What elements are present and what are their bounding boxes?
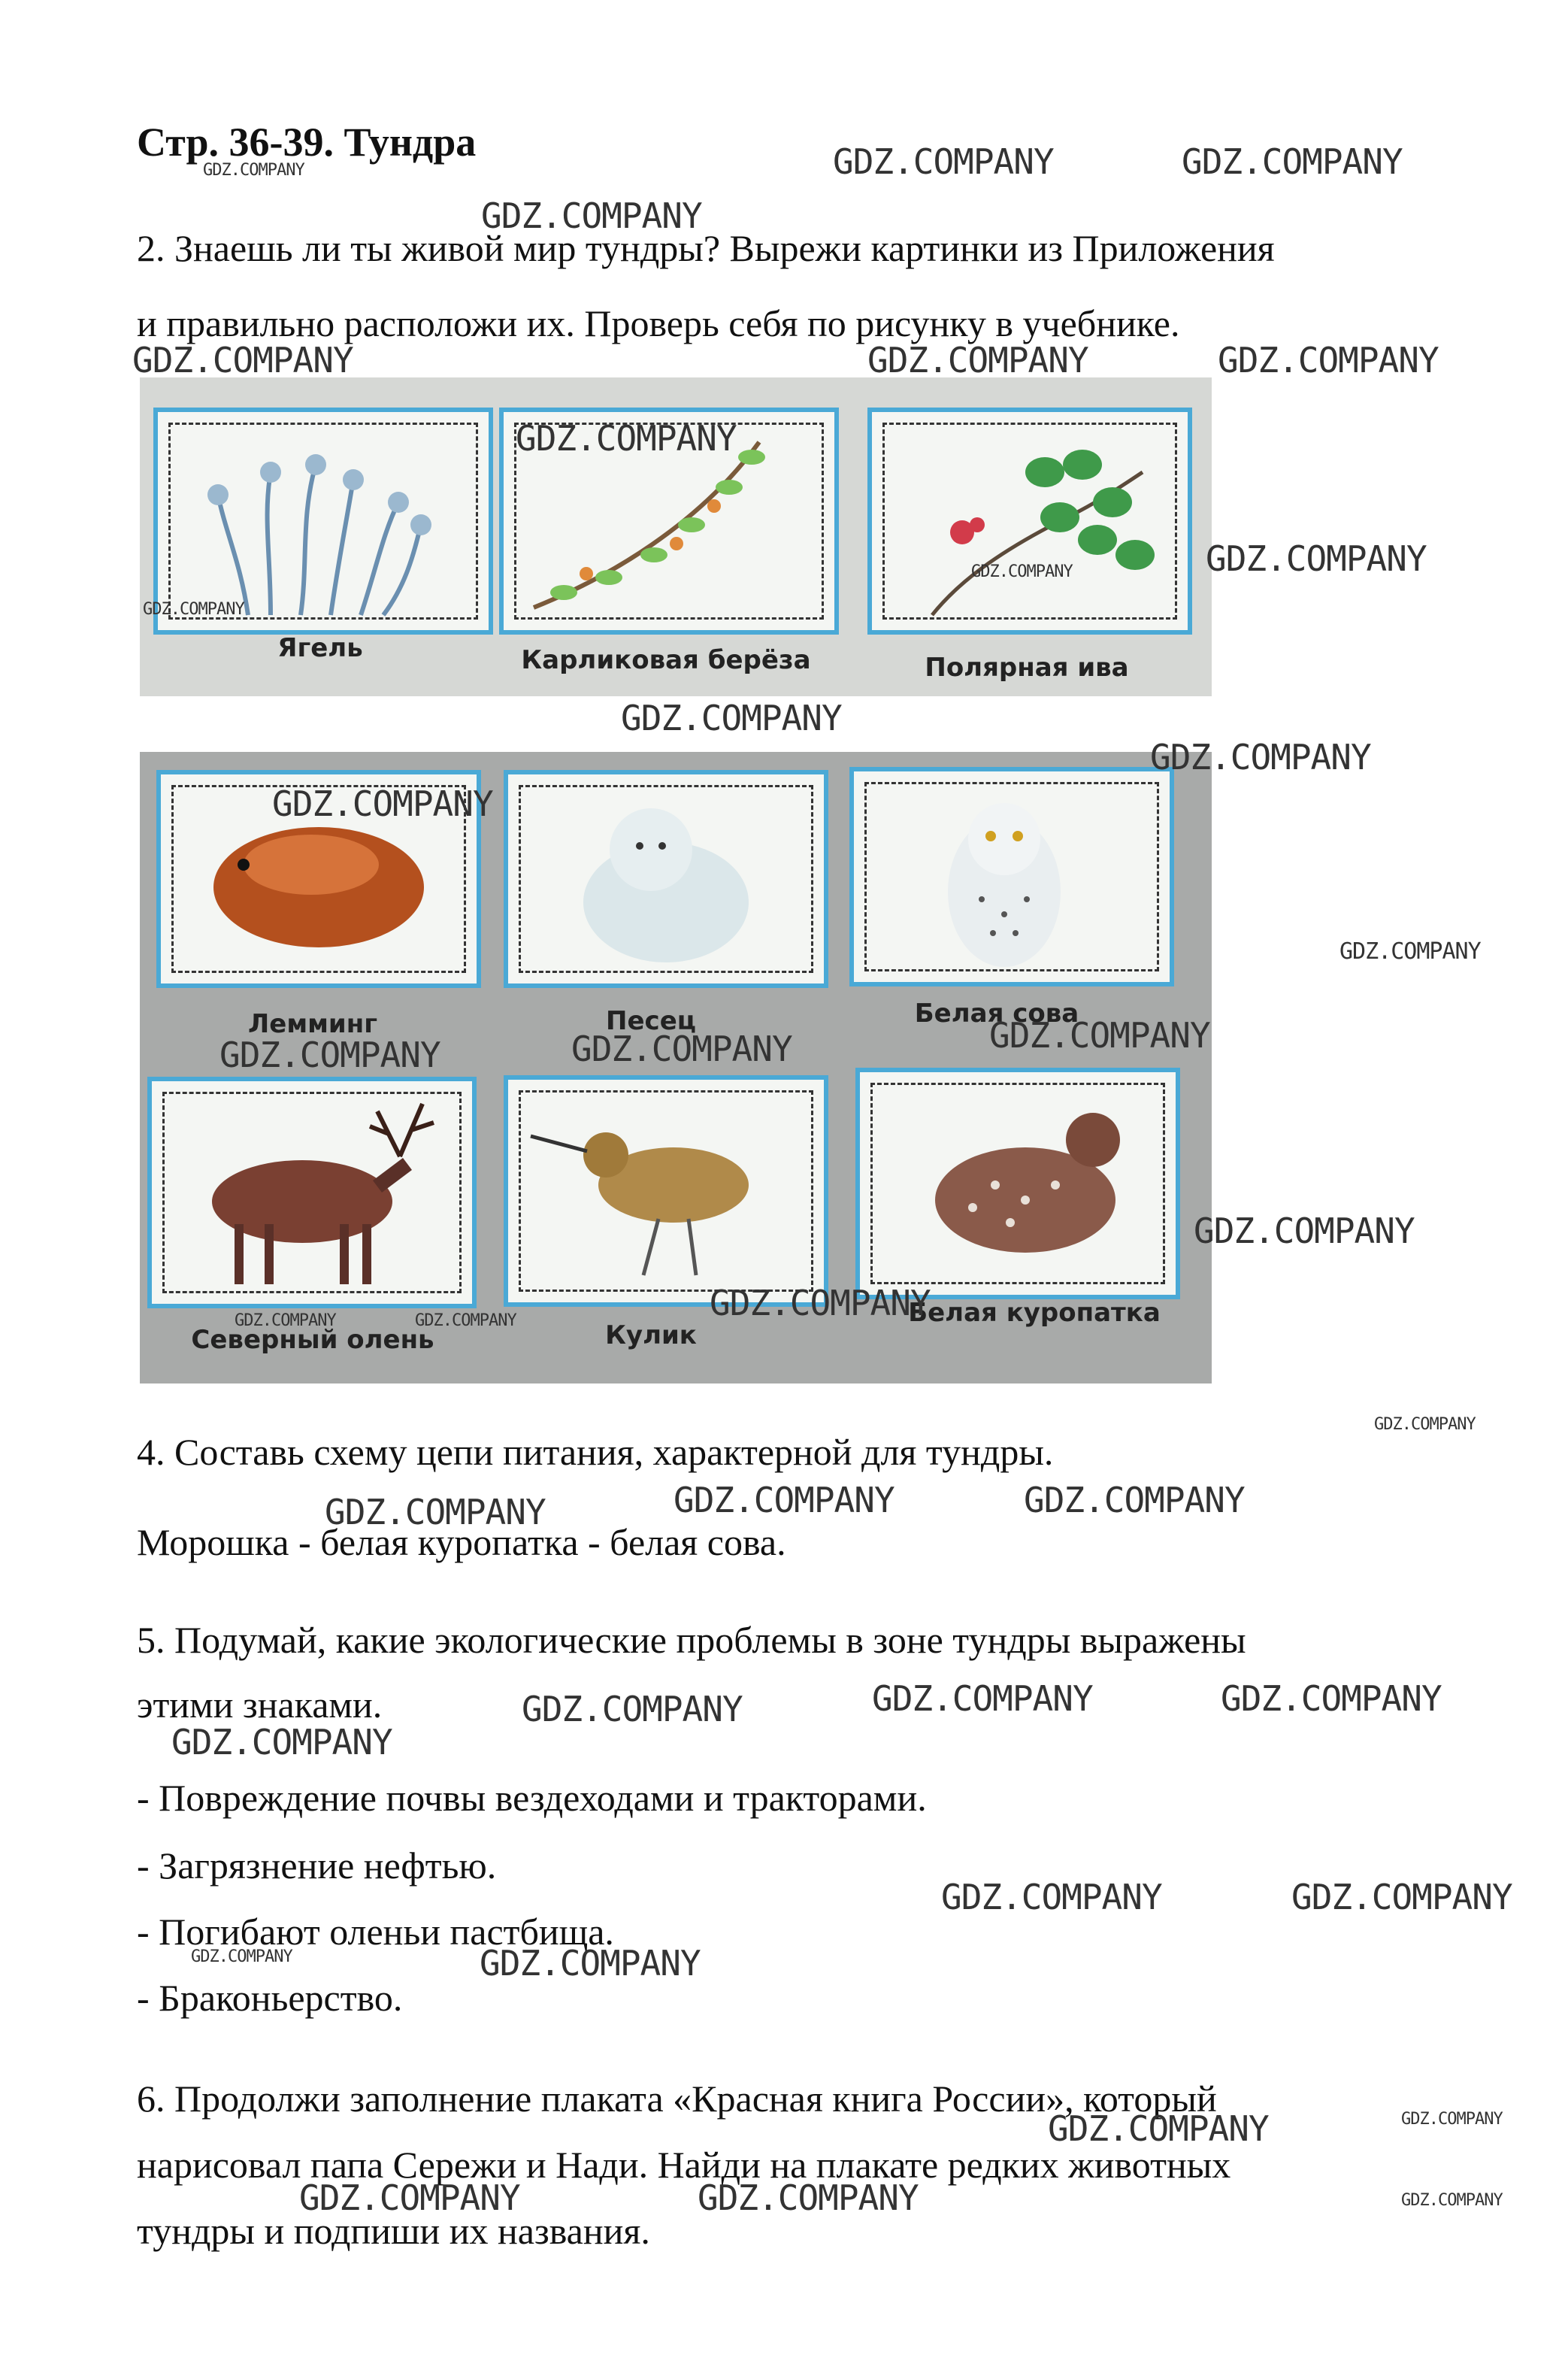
watermark: GDZ.COMPANY — [971, 562, 1073, 581]
caption-willow: Полярная ива — [925, 653, 1129, 683]
watermark: GDZ.COMPANY — [1048, 2108, 1269, 2149]
watermark: GDZ.COMPANY — [1374, 1415, 1476, 1434]
sandpiper-illustration — [508, 1080, 824, 1302]
caption-arctic-fox: Песец — [606, 1006, 696, 1036]
watermark: GDZ.COMPANY — [299, 2178, 520, 2218]
card-ptarmigan — [855, 1068, 1180, 1299]
watermark: GDZ.COMPANY — [989, 1015, 1210, 1056]
task5-line2: этими знаками. — [137, 1684, 383, 1726]
card-arctic-fox — [504, 770, 828, 988]
ptarmigan-illustration — [860, 1072, 1176, 1295]
watermark: GDZ.COMPANY — [710, 1283, 931, 1323]
watermark: GDZ.COMPANY — [1401, 2110, 1503, 2129]
watermark: GDZ.COMPANY — [1194, 1211, 1415, 1251]
watermark: GDZ.COMPANY — [1182, 141, 1403, 182]
watermark: GDZ.COMPANY — [833, 141, 1054, 182]
caption-lemming: Лемминг — [248, 1009, 377, 1039]
caption-birch: Карликовая берёза — [521, 645, 811, 675]
card-sandpiper — [504, 1075, 828, 1307]
caption-sandpiper: Кулик — [605, 1320, 697, 1350]
watermark: GDZ.COMPANY — [867, 340, 1088, 380]
watermark: GDZ.COMPANY — [872, 1678, 1093, 1719]
task6-line1: 6. Продолжи заполнение плаката «Красная книга России», который — [137, 2078, 1217, 2120]
task5-item-3: - Погибают оленьи пастбища. — [137, 1911, 614, 1953]
watermark: GDZ.COMPANY — [1401, 2191, 1503, 2210]
watermark: GDZ.COMPANY — [1024, 1480, 1245, 1520]
watermark: GDZ.COMPANY — [1206, 538, 1427, 579]
watermark: GDZ.COMPANY — [1221, 1678, 1442, 1719]
reindeer-illustration — [152, 1081, 472, 1304]
watermark: GDZ.COMPANY — [325, 1492, 546, 1532]
task5-line1: 5. Подумай, какие экологические проблемы в зоне тундры выражены — [137, 1619, 1246, 1661]
watermark: GDZ.COMPANY — [481, 195, 702, 236]
snowy-owl-illustration — [854, 771, 1170, 982]
card-snowy-owl — [849, 767, 1174, 986]
lichen-illustration — [158, 412, 489, 630]
watermark: GDZ.COMPANY — [219, 1035, 440, 1075]
watermark: GDZ.COMPANY — [1291, 1877, 1512, 1917]
watermark: GDZ.COMPANY — [1339, 938, 1481, 965]
arctic-fox-illustration — [508, 774, 824, 983]
task5-item-4: - Браконьерство. — [137, 1977, 403, 2019]
task6-line2: нарисовал папа Сережи и Нади. Найди на плакате редких животных — [137, 2144, 1231, 2186]
watermark: GDZ.COMPANY — [191, 1947, 292, 1966]
watermark: GDZ.COMPANY — [415, 1311, 516, 1330]
caption-snowy-owl: Белая сова — [914, 999, 1079, 1029]
watermark: GDZ.COMPANY — [621, 698, 842, 738]
watermark: GDZ.COMPANY — [522, 1689, 743, 1729]
task4-question: 4. Составь схему цепи питания, характерной для тундры. — [137, 1431, 1054, 1473]
caption-reindeer: Северный олень — [191, 1325, 434, 1355]
watermark: GDZ.COMPANY — [235, 1311, 336, 1330]
watermark: GDZ.COMPANY — [171, 1722, 392, 1762]
caption-yagel: Ягель — [277, 633, 363, 663]
watermark: GDZ.COMPANY — [132, 340, 353, 380]
task2-line2: и правильно расположи их. Проверь себя по рисунку в учебнике. — [137, 302, 1180, 344]
card-willow — [867, 408, 1192, 635]
task2-line1: 2. Знаешь ли ты живой мир тундры? Вырежи картинки из Приложения — [137, 227, 1275, 269]
watermark: GDZ.COMPANY — [143, 600, 244, 619]
task5-item-1: - Повреждение почвы вездеходами и тракторами. — [137, 1777, 927, 1819]
page-title: Стр. 36-39. Тундра — [137, 120, 477, 165]
task6-line3: тундры и подпиши их названия. — [137, 2210, 650, 2252]
watermark: GDZ.COMPANY — [674, 1480, 894, 1520]
watermark: GDZ.COMPANY — [516, 418, 737, 459]
watermark: GDZ.COMPANY — [203, 161, 304, 180]
watermark: GDZ.COMPANY — [571, 1029, 792, 1069]
willow-illustration — [872, 412, 1188, 630]
watermark: GDZ.COMPANY — [1218, 340, 1439, 380]
watermark: GDZ.COMPANY — [1150, 737, 1371, 777]
watermark: GDZ.COMPANY — [698, 2178, 919, 2218]
task4-answer: Морошка - белая куропатка - белая сова. — [137, 1521, 786, 1563]
watermark: GDZ.COMPANY — [480, 1943, 701, 1984]
watermark: GDZ.COMPANY — [272, 783, 493, 824]
caption-ptarmigan: Белая куропатка — [908, 1298, 1161, 1328]
card-reindeer — [147, 1077, 477, 1308]
task5-item-2: - Загрязнение нефтью. — [137, 1844, 497, 1887]
watermark: GDZ.COMPANY — [941, 1877, 1162, 1917]
